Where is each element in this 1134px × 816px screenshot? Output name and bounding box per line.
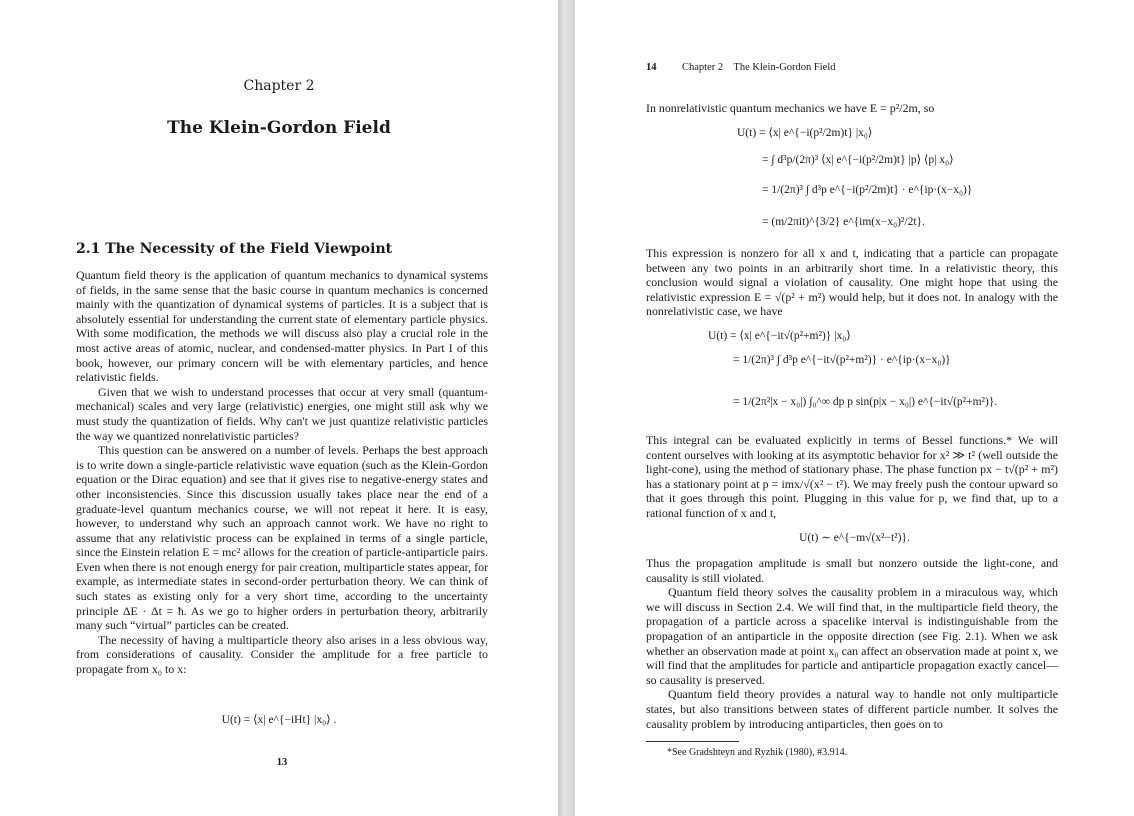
paragraph: The necessity of having a multiparticle theory also arises in a less obvious way, from considerations of causality. Consider the amplitude for a free particle to propagate from x₀ to x: (76, 632, 488, 677)
equation-line: = 1/(2π)³ ∫ d³p e^{−i(p²/2m)t} · e^{ip·(x−x₀)} (762, 184, 973, 196)
paragraph: Thus the propagation amplitude is small but nonzero outside the light-cone, and causality is still violated. (646, 556, 1058, 585)
footnote-rule (646, 741, 739, 742)
equation-line: U(t) = ⟨x| e^{−i(p²/2m)t} |x₀⟩ (737, 127, 873, 139)
equation: U(t) = ⟨x| e^{−iHt} |x₀⟩ . (221, 714, 337, 726)
chapter-title: The Klein-Gordon Field (167, 118, 391, 138)
paragraph: This integral can be evaluated explicitly in terms of Bessel functions.* We will content ourselves with looking at its asymptotic behavior for x² ≫ t² (well outside the light-cone), using the method of stationary phase. The phase function px − t√(p² + m²) has a stationary point at p = imx/√(x² − t²). We may freely push the contour upward so that it goes through this point. Plugging in this value for p, we find that, up to a rational function of x and t, (646, 433, 1058, 520)
book-spine (558, 0, 575, 816)
equation-line: = 1/(2π)³ ∫ d³p e^{−it√(p²+m²)} · e^{ip·(x−x₀)} (733, 354, 951, 366)
section-heading: 2.1 The Necessity of the Field Viewpoint (76, 241, 393, 257)
right-body-text (646, 556, 1058, 731)
left-page (0, 0, 558, 816)
equation: U(t) ∼ e^{−m√(x²−t²)}. (799, 532, 910, 544)
paragraph: This question can be answered on a number of levels. Perhaps the best approach is to write down a single-particle relativistic wave equation (such as the Klein-Gordon equation or the Dirac equation) and see that it gives rise to negative-energy states and other inconsistencies. Since this discussion usually takes place near the end of a graduate-level quantum mechanics course, we will not repeat it here. It is easy, however, to understand why such an approach cannot work. We have no right to assume that any relativistic process can be explained in terms of a single particle, since the Einstein relation E = mc² allows for the creation of particle-antiparticle pairs. Even when there is not enough energy for pair creation, multiparticle states appear, for example, as intermediate states in second-order perturbation theory. We can think of such states as existing only for a very short time, according to the uncertainty principle ΔE · Δt = ħ. As we go to higher orders in perturbation theory, arbitrarily many such “virtual” particles can be created. (76, 443, 488, 633)
page-number: 13 (276, 757, 288, 768)
left-body-text (76, 268, 488, 677)
paragraph: Quantum field theory is the application of quantum mechanics to dynamical systems of fields, in the same sense that the basic course in quantum mechanics is concerned mainly with the quantization of dynamical systems of particles. It is a subject that is absolutely essential for understanding the current state of elementary particle physics. With some modification, the methods we will discuss also play a crucial role in the most active areas of atomic, nuclear, and condensed-matter physics. In Part I of this book, however, our primary concern will be with elementary particles, and hence relativistic fields. (76, 268, 488, 385)
paragraph: This expression is nonzero for all x and t, indicating that a particle can propagate between any two points in an arbitrarily short time. In a relativistic theory, this conclusion would signal a violation of causality. One might hope that using the relativistic expression E = √(p² + m²) would help, but it does not. In analogy with the nonrelativistic case, we have (646, 246, 1058, 319)
paragraph: Quantum field theory provides a natural way to handle not only multiparticle states, but also transitions between states of different particle number. It solves the causality problem by introducing antiparticles, then goes on to (646, 687, 1058, 731)
equation-line: U(t) = ⟨x| e^{−it√(p²+m²)} |x₀⟩ (708, 330, 851, 342)
footnote: *See Gradshteyn and Ryzhik (1980), #3.914. (667, 747, 848, 758)
equation-line: = (m/2πit)^{3/2} e^{im(x−x₀)²/2t}. (762, 216, 925, 228)
equation-line: = ∫ d³p/(2π)³ ⟨x| e^{−i(p²/2m)t} |p⟩ ⟨p| x₀⟩ (762, 154, 954, 166)
running-head-page-number: 14 (646, 62, 657, 73)
paragraph: Quantum field theory solves the causality problem in a miraculous way, which we will discuss in Section 2.4. We will find that, in the multiparticle field theory, the propagation of a particle across a spacelike interval is indistinguishable from the propagation of an antiparticle in the opposite direction (see Fig. 2.1). When we ask whether an observation made at point x₀ can affect an observation made at point x, we will find that the amplitudes for particle and antiparticle propagation exactly cancel—so causality is preserved. (646, 585, 1058, 687)
intro-line: In nonrelativistic quantum mechanics we have E = p²/2m, so (646, 101, 935, 115)
equation-line: = 1/(2π²|x − x₀|) ∫₀^∞ dp p sin(p|x − x₀|) e^{−it√(p²+m²)}. (733, 396, 998, 408)
right-page (575, 0, 1134, 816)
paragraph: Given that we wish to understand processes that occur at very small (quantum-mechanical) scales and very large (relativistic) energies, one might still ask why we must study the quantization of fields. Why can't we just quantize relativistic particles the way we quantized nonrelativistic particles? (76, 384, 488, 443)
chapter-label: Chapter 2 (243, 78, 315, 94)
running-head: Chapter 2 The Klein-Gordon Field (682, 62, 836, 73)
